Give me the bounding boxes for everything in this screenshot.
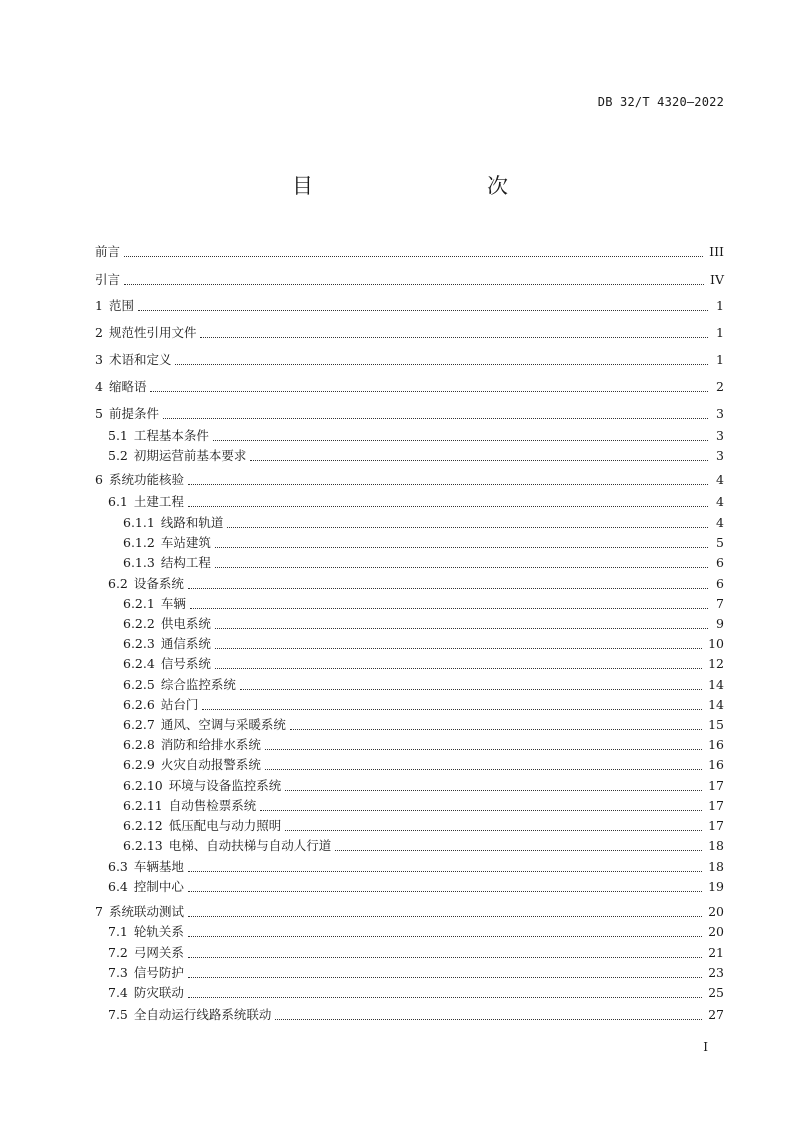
toc-entry[interactable]: [95, 1005, 724, 1025]
toc-entry-number: 7: [95, 904, 103, 919]
toc-entry[interactable]: [95, 513, 724, 533]
dot-leader: [188, 976, 702, 978]
toc-entry-number: 1: [95, 298, 103, 313]
toc-entry-number: 6.2.9: [123, 757, 155, 772]
toc-entry[interactable]: [95, 715, 724, 735]
toc-entry-number: 6.2.12: [123, 818, 163, 833]
toc-entry-page: 18: [708, 838, 724, 853]
toc-entry-page: 17: [708, 798, 724, 813]
toc-entry-title: 线路和轨道: [160, 515, 224, 530]
dot-leader: [163, 417, 708, 419]
toc-entry[interactable]: [95, 735, 724, 755]
toc-entry-number: 7.3: [108, 965, 128, 980]
toc-entry-title: 车辆基地: [133, 859, 184, 874]
toc-entry-page: IV: [710, 272, 724, 287]
toc-entry-title: 消防和给排水系统: [160, 737, 261, 752]
toc-entry-number: 3: [95, 352, 103, 367]
toc-entry-title: 站台门: [160, 697, 199, 712]
dot-leader: [188, 956, 702, 958]
toc-entry-number: 5: [95, 406, 103, 421]
toc-entry[interactable]: [95, 377, 724, 397]
toc-entry[interactable]: [95, 296, 724, 316]
dot-leader: [188, 935, 702, 937]
toc-entry-number: 6.4: [108, 879, 128, 894]
toc-entry-title: 土建工程: [133, 494, 184, 509]
toc-entry[interactable]: [95, 755, 724, 775]
toc-entry-page: 2: [716, 379, 724, 394]
toc-entry-title: 环境与设备监控系统: [168, 778, 282, 793]
toc-entry-title: 结构工程: [160, 555, 211, 570]
toc-entry-page: 10: [708, 636, 724, 651]
dot-leader: [240, 688, 702, 690]
toc-entry-title: 初期运营前基本要求: [133, 448, 247, 463]
dot-leader: [335, 849, 702, 851]
toc-entry-number: 5.2: [108, 448, 128, 463]
toc-entry-number: 7.2: [108, 945, 128, 960]
toc-entry-number: 6.1.2: [123, 535, 155, 550]
toc-entry-number: 6.2.7: [123, 717, 155, 732]
dot-leader: [290, 728, 702, 730]
toc-entry-title: 信号系统: [160, 656, 211, 671]
toc-entry[interactable]: [95, 323, 724, 343]
dot-leader: [188, 996, 702, 998]
toc-entry-title: 范围: [108, 298, 134, 313]
toc-entry[interactable]: [95, 922, 724, 942]
toc-entry-page: 1: [716, 298, 724, 313]
toc-entry-number: 6.2.1: [123, 596, 155, 611]
dot-leader: [285, 789, 702, 791]
toc-entry-page: 12: [708, 656, 724, 671]
toc-entry-title: 设备系统: [133, 576, 184, 591]
toc-entry-page: 15: [708, 717, 724, 732]
toc-entry[interactable]: [95, 836, 724, 856]
toc-entry-page: 4: [716, 494, 724, 509]
toc-entry-title: 火灾自动报警系统: [160, 757, 261, 772]
toc-entry-title: 综合监控系统: [160, 677, 236, 692]
toc-entry[interactable]: [95, 426, 724, 446]
toc-entry-number: 5.1: [108, 428, 128, 443]
toc-entry[interactable]: [95, 877, 724, 897]
dot-leader: [275, 1018, 702, 1020]
toc-entry-number: 6.1.3: [123, 555, 155, 570]
toc-entry-page: 20: [708, 904, 724, 919]
toc-entry-page: 4: [716, 515, 724, 530]
dot-leader: [190, 607, 708, 609]
dot-leader: [200, 336, 708, 338]
toc-entry[interactable]: [95, 574, 724, 594]
dot-leader: [285, 829, 702, 831]
toc-entry-title: 通信系统: [160, 636, 211, 651]
toc-entry-title: 缩略语: [108, 379, 147, 394]
toc-entry-page: 3: [716, 428, 724, 443]
toc-entry-page: 18: [708, 859, 724, 874]
toc-entry-number: 6.2.8: [123, 737, 155, 752]
toc-entry-number: 6.1: [108, 494, 128, 509]
toc-entry-title: 电梯、自动扶梯与自动人行道: [168, 838, 332, 853]
toc-entry-title: 信号防护: [133, 965, 184, 980]
toc-entry[interactable]: [95, 533, 724, 553]
toc-entry-number: 7.4: [108, 985, 128, 1000]
dot-leader: [202, 708, 702, 710]
dot-leader: [215, 627, 708, 629]
toc-entry-number: 6.2.3: [123, 636, 155, 651]
toc-entry[interactable]: [95, 983, 724, 1003]
toc-entry[interactable]: [95, 594, 724, 614]
toc-entry-page: 16: [708, 757, 724, 772]
dot-leader: [175, 363, 708, 365]
toc-entry-title: 前提条件: [108, 406, 159, 421]
toc-entry[interactable]: [95, 654, 724, 674]
toc-entry-page: 9: [716, 616, 724, 631]
toc-entry[interactable]: [95, 796, 724, 816]
toc-entry-title: 系统联动测试: [108, 904, 184, 919]
toc-entry-page: 6: [716, 555, 724, 570]
toc-entry[interactable]: [95, 242, 724, 262]
toc-entry-number: 7.5: [108, 1007, 128, 1022]
toc-entry-title: 车站建筑: [160, 535, 211, 550]
page-number: I: [703, 1040, 708, 1054]
toc-entry-page: 20: [708, 924, 724, 939]
toc-entry-page: 21: [708, 945, 724, 960]
dot-leader: [213, 439, 708, 441]
toc-entry-title: 低压配电与动力照明: [168, 818, 282, 833]
toc-entry-page: 6: [716, 576, 724, 591]
toc-entry-number: 6.2.2: [123, 616, 155, 631]
dot-leader: [215, 546, 708, 548]
toc-entry[interactable]: [95, 675, 724, 695]
dot-leader: [188, 587, 708, 589]
toc-entry[interactable]: [95, 943, 724, 963]
toc-entry-page: 17: [708, 778, 724, 793]
toc-entry-number: 6.2.4: [123, 656, 155, 671]
toc-entry[interactable]: [95, 404, 724, 424]
toc-entry-page: 4: [716, 472, 724, 487]
toc-entry-title: 车辆: [160, 596, 186, 611]
toc-entry-page: 1: [716, 352, 724, 367]
toc-entry-title: 弓网关系: [133, 945, 184, 960]
toc-entry-number: 4: [95, 379, 103, 394]
toc-entry-title: 规范性引用文件: [108, 325, 197, 340]
toc-entry-title: 引言: [95, 272, 121, 287]
toc-entry[interactable]: [95, 492, 724, 512]
toc-entry-page: 25: [708, 985, 724, 1000]
dot-leader: [188, 890, 702, 892]
dot-leader: [215, 566, 708, 568]
toc-entry[interactable]: [95, 963, 724, 983]
toc-entry[interactable]: [95, 634, 724, 654]
toc-entry-title: 自动售检票系统: [168, 798, 257, 813]
toc-entry-page: 1: [716, 325, 724, 340]
toc-entry[interactable]: [95, 776, 724, 796]
toc-entry[interactable]: [95, 446, 724, 466]
dot-leader: [260, 809, 702, 811]
toc-entry-number: 6.1.1: [123, 515, 155, 530]
toc-entry-title: 通风、空调与采暖系统: [160, 717, 286, 732]
dot-leader: [265, 768, 702, 770]
toc-entry-number: 6.2.13: [123, 838, 163, 853]
toc-entry-page: 27: [708, 1007, 724, 1022]
toc-entry[interactable]: [95, 614, 724, 634]
dot-leader: [150, 390, 708, 392]
document-number: DB 32/T 4320—2022: [597, 95, 724, 109]
dot-leader: [215, 647, 702, 649]
toc-entry-title: 防灾联动: [133, 985, 184, 1000]
dot-leader: [124, 255, 703, 257]
toc-entry[interactable]: [95, 350, 724, 370]
dot-leader: [188, 483, 708, 485]
toc-entry-title: 系统功能核验: [108, 472, 184, 487]
toc-entry[interactable]: [95, 270, 724, 290]
toc-entry-page: 19: [708, 879, 724, 894]
toc-entry-number: 6: [95, 472, 103, 487]
toc-entry-page: 23: [708, 965, 724, 980]
toc-entry-title: 前言: [95, 244, 121, 259]
page-title: 目 次: [292, 174, 552, 198]
toc-entry[interactable]: [95, 695, 724, 715]
dot-leader: [227, 526, 708, 528]
toc-entry-page: 17: [708, 818, 724, 833]
toc-entry-page: 5: [716, 535, 724, 550]
toc-entry-page: 14: [708, 677, 724, 692]
toc-entry-page: III: [709, 244, 724, 259]
toc-entry-title: 供电系统: [160, 616, 211, 631]
toc-entry-number: 6.2.5: [123, 677, 155, 692]
toc-entry-number: 6.2.10: [123, 778, 163, 793]
toc-entry[interactable]: [95, 470, 724, 490]
toc-entry-number: 6.2.6: [123, 697, 155, 712]
toc-entry-page: 3: [716, 448, 724, 463]
dot-leader: [265, 748, 702, 750]
dot-leader: [250, 459, 708, 461]
toc-entry[interactable]: [95, 857, 724, 877]
toc-entry[interactable]: [95, 553, 724, 573]
toc-entry-title: 工程基本条件: [133, 428, 209, 443]
toc-entry-number: 2: [95, 325, 103, 340]
toc-entry-title: 术语和定义: [108, 352, 172, 367]
dot-leader: [188, 505, 708, 507]
toc-entry[interactable]: [95, 902, 724, 922]
toc-entry-number: 6.3: [108, 859, 128, 874]
toc-entry[interactable]: [95, 816, 724, 836]
toc-entry-page: 3: [716, 406, 724, 421]
toc-entry-page: 16: [708, 737, 724, 752]
dot-leader: [188, 870, 702, 872]
toc-entry-number: 7.1: [108, 924, 128, 939]
toc-entry-number: 6.2.11: [123, 798, 163, 813]
toc-entry-title: 轮轨关系: [133, 924, 184, 939]
toc-entry-number: 6.2: [108, 576, 128, 591]
toc-entry-page: 7: [716, 596, 724, 611]
dot-leader: [215, 667, 702, 669]
toc-entry-title: 全自动运行线路系统联动: [133, 1007, 272, 1022]
dot-leader: [124, 283, 704, 285]
dot-leader: [188, 915, 702, 917]
toc-entry-page: 14: [708, 697, 724, 712]
toc-entry-title: 控制中心: [133, 879, 184, 894]
dot-leader: [138, 309, 708, 311]
